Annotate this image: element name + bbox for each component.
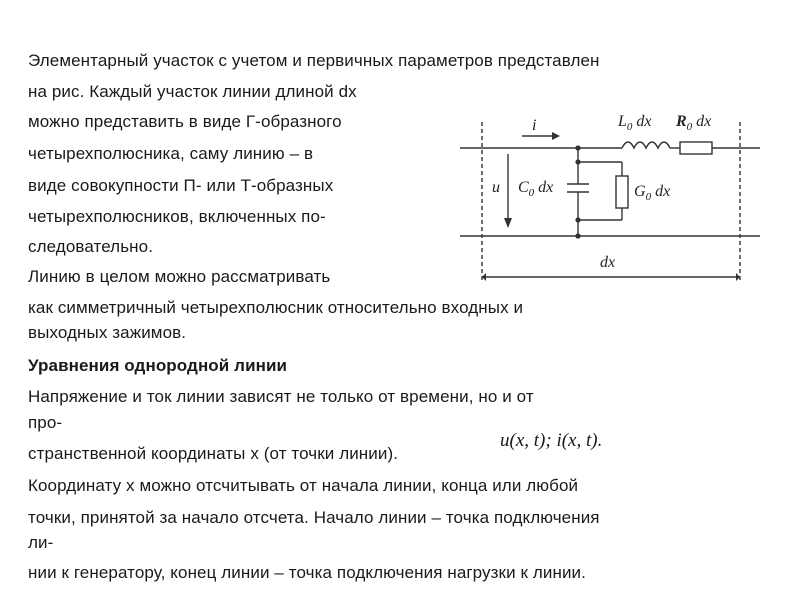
- voltage-label: u: [492, 179, 500, 196]
- paragraph2-line3: странственной координаты х (от точки линии).: [28, 444, 399, 463]
- length-label: dx: [600, 254, 616, 271]
- paragraph2-line1: Напряжение и ток линии зависят не только от времени, но и от: [28, 387, 534, 406]
- current-label: i: [532, 117, 537, 134]
- node-dot-bottom: [575, 233, 580, 238]
- capacitor-label: $C_0$ dx: [518, 179, 554, 199]
- resistor-label: $R_0$ dx: [676, 113, 712, 133]
- conductance-resistor-icon: [616, 176, 628, 208]
- section-heading: Уравнения однородной линии: [28, 356, 288, 375]
- conductance-label: $G_0$ dx: [634, 183, 671, 203]
- paragraph2-line4: Координату х можно отсчитывать от начала линии, конца или любой: [28, 476, 579, 495]
- paragraph1-line2: на рис. Каждый участок линии длиной dx: [28, 82, 357, 101]
- node-dot-branch-top: [575, 159, 580, 164]
- paragraph2-line7: нии к генератору, конец линии – точка подключения нагрузки к линии.: [28, 563, 586, 582]
- paragraph1-line9: как симметричный четырехполюсник относительно входных и: [28, 298, 524, 317]
- paragraph1-line6: четырехполюсников, включенных по-: [28, 207, 326, 226]
- current-arrowhead-icon: [552, 132, 560, 140]
- inductor-icon: [622, 142, 670, 148]
- node-dot-top: [575, 145, 580, 150]
- formula: u(x, t); i(x, t).: [500, 430, 603, 451]
- paragraph1-line8: Линию в целом можно рассматривать: [28, 267, 331, 286]
- paragraph1-line10: выходных зажимов.: [28, 323, 187, 342]
- line-section-circuit: [440, 92, 760, 292]
- voltage-arrowhead-icon: [504, 218, 512, 228]
- paragraph1-line1: Элементарный участок с учетом и первичных параметров представлен: [28, 51, 600, 70]
- paragraph2-line6: ли-: [28, 533, 54, 552]
- paragraph2-line2: про-: [28, 413, 63, 432]
- paragraph1-line7: следовательно.: [28, 237, 154, 256]
- node-dot-branch-bottom: [575, 217, 580, 222]
- paragraph1-line5: виде совокупности П- или Т-образных: [28, 176, 334, 195]
- paragraph1-line4: четырехполюсника, саму линию – в: [28, 144, 314, 163]
- inductor-label: $L_0$ dx: [618, 113, 652, 133]
- resistor-icon: [680, 142, 712, 154]
- paragraph2-line5: точки, принятой за начало отсчета. Начало линии – точка подключения: [28, 508, 600, 527]
- paragraph1-line3: можно представить в виде Г-образного: [28, 112, 342, 131]
